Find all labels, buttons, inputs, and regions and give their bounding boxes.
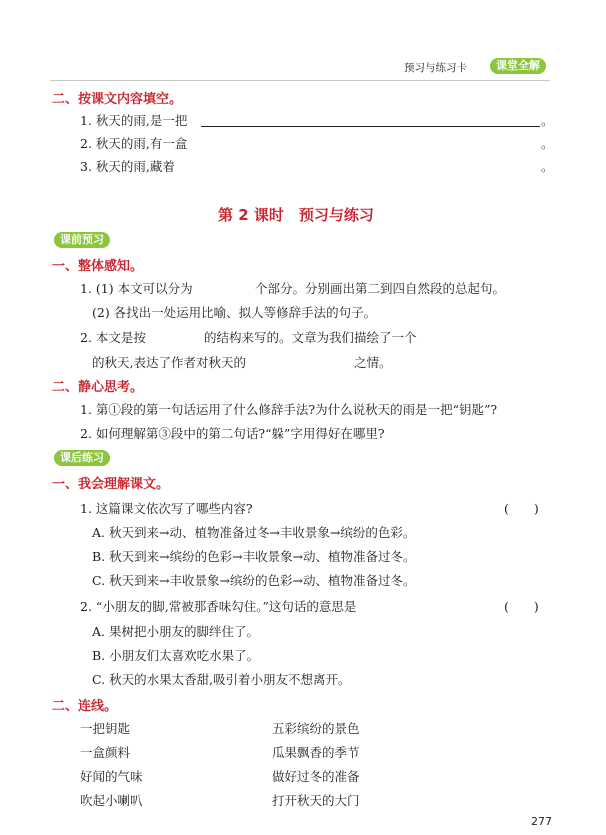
section-heading-fill-blanks: 二、按课文内容填空。: [52, 92, 183, 107]
preview-q2-part1: 2. 本文是按: [80, 330, 146, 345]
section-heading-overview: 一、整体感知。: [52, 259, 144, 274]
preview-q1a-part2: 个部分。分别画出第二到四自然段的总起句。: [255, 281, 506, 296]
practice-tag: 课后练习: [54, 450, 110, 466]
match-right-1[interactable]: 五彩缤纷的景色: [272, 721, 360, 736]
fill-item-3: 3. 秋天的雨,藏着: [80, 159, 175, 174]
mc2-option-a[interactable]: A. 果树把小朋友的脚绊住了。: [92, 624, 259, 639]
preview-tag: 课前预习: [54, 232, 110, 248]
preview-q1b: (2) 各找出一处运用比喻、拟人等修辞手法的句子。: [92, 305, 377, 320]
page-number: 277: [531, 815, 552, 828]
match-left-3[interactable]: 好闻的气味: [80, 769, 143, 784]
preview-q1a-part1: 1. (1) 本文可以分为: [80, 281, 193, 296]
match-left-4[interactable]: 吹起小喇叭: [80, 793, 143, 808]
match-left-2[interactable]: 一盒颜料: [80, 745, 131, 760]
header-title: 预习与练习卡: [404, 62, 467, 74]
match-right-2[interactable]: 瓜果飘香的季节: [272, 745, 360, 760]
fill-item-1: 1. 秋天的雨,是一把: [80, 113, 188, 128]
section-heading-think: 二、静心思考。: [52, 380, 144, 395]
fill-item-2-end: 。: [541, 136, 554, 151]
lesson-title: 第 2 课时 预习与练习: [218, 206, 374, 224]
mc2-option-c[interactable]: C. 秋天的水果太香甜,吸引着小朋友不想离开。: [92, 672, 351, 687]
match-right-3[interactable]: 做好过冬的准备: [272, 769, 360, 784]
match-right-4[interactable]: 打开秋天的大门: [272, 793, 360, 808]
match-left-1[interactable]: 一把钥匙: [80, 721, 131, 736]
header-badge: 课堂全解: [490, 58, 546, 74]
section-heading-understand: 一、我会理解课文。: [52, 477, 170, 492]
preview-q2-line2-part1: 的秋天,表达了作者对秋天的: [92, 355, 246, 370]
fill-item-3-end: 。: [541, 159, 554, 174]
mc1-option-c[interactable]: C. 秋天到来→丰收景象→缤纷的色彩→动、植物准备过冬。: [92, 573, 416, 588]
fill-blank-1[interactable]: [201, 126, 540, 127]
fill-item-2: 2. 秋天的雨,有一盒: [80, 136, 188, 151]
preview-q2-part2: 的结构来写的。文章为我们描绘了一个: [204, 330, 417, 345]
mc-answer-box-1[interactable]: ( ): [504, 501, 539, 516]
mc-answer-box-2[interactable]: ( ): [504, 599, 539, 614]
think-question-1: 1. 第①段的第一句话运用了什么修辞手法?为什么说秋天的雨是一把“钥匙”?: [80, 402, 498, 417]
mc1-option-a[interactable]: A. 秋天到来→动、植物准备过冬→丰收景象→缤纷的色彩。: [92, 525, 416, 540]
preview-q2-line2-part2: 之情。: [354, 355, 392, 370]
section-heading-match: 二、连线。: [52, 699, 118, 714]
mc2-option-b[interactable]: B. 小朋友们太喜欢吃水果了。: [92, 648, 260, 663]
think-question-2: 2. 如何理解第③段中的第二句话?“躲”字用得好在哪里?: [80, 426, 385, 441]
mc-question-2: 2. “小朋友的脚,常被那香味勾住。”这句话的意思是: [80, 599, 357, 614]
mc1-option-b[interactable]: B. 秋天到来→缤纷的色彩→丰收景象→动、植物准备过冬。: [92, 549, 416, 564]
header-rule: [50, 80, 550, 81]
mc-question-1: 1. 这篇课文依次写了哪些内容?: [80, 501, 253, 516]
fill-item-1-end: 。: [541, 113, 554, 128]
